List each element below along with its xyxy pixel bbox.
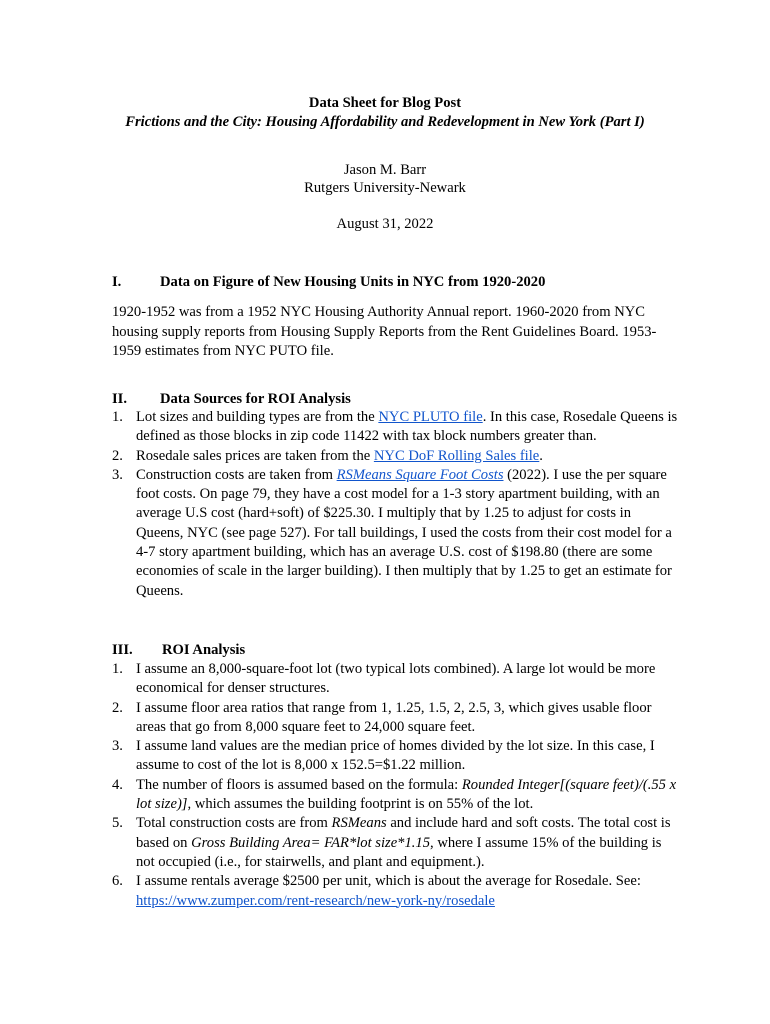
section-3-list	[112, 660, 678, 911]
list-text: I assume rentals average $2500 per unit, which is about the average for Rosedale. See:	[136, 873, 641, 890]
list-text: (2022). I use the per square foot costs. On page 79, they have a cost model for a 1-3 story apartment building, with an average U.S cost (hard+soft) of $225.30. I multiply that by 1.25 to adjust for costs in Queens, NYC (see page 527). For tall buildings, I used the costs from their cost model for a 4-7 story apartment building, which has an average U.S. cost of $198.80 (there are some economies of scale in the larger building). I then multiply that by 1.25 to get an estimate for Queens.	[136, 466, 672, 599]
list-text: , where I assume 15% of the building is not occupied (i.e., for stairwells, and plant and equipment.).	[136, 834, 662, 870]
list-number: 2.	[112, 699, 123, 716]
section-2-number: II.	[112, 391, 128, 407]
list-item	[112, 776, 678, 815]
list-item	[112, 660, 678, 699]
list-number: 2.	[112, 447, 123, 464]
list-text: Total construction costs are from	[136, 815, 332, 832]
list-text: Construction costs are taken from	[136, 466, 337, 483]
list-item	[112, 872, 678, 911]
emphasis-text: RSMeans	[331, 815, 387, 832]
nyc-dof-rolling-sales-link[interactable]: NYC DoF Rolling Sales file	[373, 447, 540, 464]
section-3-title: ROI Analysis	[162, 642, 246, 658]
list-item	[112, 737, 678, 776]
document-title: Data Sheet for Blog Post	[308, 95, 462, 111]
list-item	[112, 408, 678, 447]
list-number: 4.	[112, 776, 123, 793]
list-text: Rosedale sales prices are taken from the	[136, 447, 374, 464]
list-item	[112, 814, 678, 872]
formula-text: Rounded Integer[(square feet)/(.55 x lot size)]	[136, 776, 677, 813]
list-text: I assume land values are the median price of homes divided by the lot size. In this case, I assume to cost of the lot is 8,000 x 152.5=$1.22 million.	[136, 738, 655, 774]
list-text: and include hard and soft costs. The total cost is based on	[136, 815, 671, 851]
list-text: The number of floors is assumed based on the formula:	[136, 776, 462, 793]
zumper-link[interactable]: https://www.zumper.com/rent-research/new-york-ny/rosedale	[136, 892, 495, 909]
list-text: I assume floor area ratios that range from 1, 1.25, 1.5, 2, 2.5, 3, which gives usable floor areas that go from 8,000 square feet to 24,000 square feet.	[136, 699, 652, 735]
list-number: 1.	[112, 661, 123, 677]
section-1-title: Data on Figure of New Housing Units in NYC from 1920-2020	[160, 274, 546, 290]
section-2-list	[112, 408, 678, 601]
list-text: .	[539, 447, 543, 464]
list-item	[112, 699, 678, 738]
author-affiliation: Rutgers University-Newark	[304, 180, 466, 196]
rsmeans-link[interactable]: RSMeans Square Foot Costs	[336, 466, 504, 483]
author-name: Jason M. Barr	[343, 162, 427, 178]
list-text: I assume an 8,000-square-foot lot (two typical lots combined). A large lot would be more economical for denser structures.	[136, 661, 656, 697]
list-text: . In this case, Rosedale Queens is defined as those blocks in zip code 11422 with tax block numbers greater than.	[136, 409, 678, 445]
list-number: 3.	[112, 738, 123, 755]
nyc-pluto-link[interactable]: NYC PLUTO file	[378, 409, 483, 425]
section-3-number: III.	[112, 642, 133, 658]
document-subtitle: Frictions and the City: Housing Affordability and Redevelopment in New York (Part I)	[125, 114, 645, 130]
section-2-title: Data Sources for ROI Analysis	[160, 391, 351, 407]
list-item	[112, 466, 678, 601]
section-1-number: I.	[112, 274, 122, 290]
list-text: Lot sizes and building types are from the	[136, 409, 379, 425]
formula-text: Gross Building Area= FAR*lot size*1.15	[191, 834, 431, 851]
list-text: , which assumes the building footprint is on 55% of the lot.	[187, 796, 534, 813]
list-number: 3.	[112, 466, 123, 483]
list-number: 5.	[112, 815, 123, 832]
list-item	[112, 447, 678, 466]
section-1-body: 1920-1952 was from a 1952 NYC Housing Authority Annual report. 1960-2020 from NYC housing supply reports from Housing Supply Reports from the Rent Guidelines Board. 1953-1959 estimates from NYC PUTO file.	[112, 304, 657, 360]
list-number: 1.	[112, 409, 123, 425]
list-number: 6.	[112, 873, 123, 890]
document-date: August 31, 2022	[336, 216, 434, 232]
